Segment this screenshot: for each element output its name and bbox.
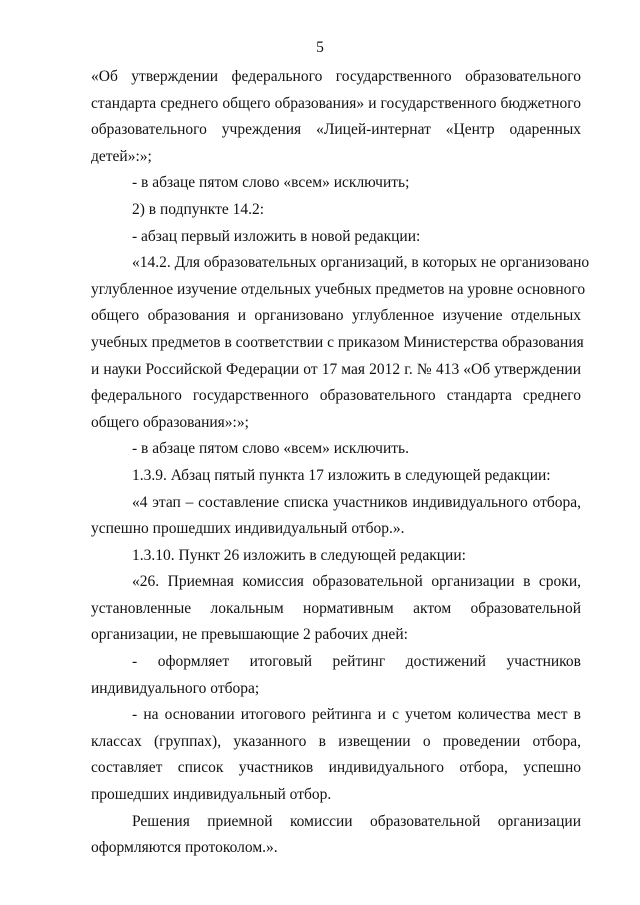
text-line: стандарта среднего общего образования» и государственного бюджетного [91, 94, 581, 112]
text-line: «14.2. Для образовательных организаций, в которых не организовано [132, 254, 590, 272]
document-body [91, 64, 590, 862]
paragraph [91, 463, 581, 490]
paragraph [91, 490, 581, 543]
text-line: «26. Приемная комиссия образовательной организации в сроки, [132, 573, 581, 591]
paragraph [91, 64, 581, 170]
text-line: «Об утверждении федерального государственного образовательного [91, 68, 581, 85]
text-line: 1.3.10. Пункт 26 изложить в следующей редакции: [132, 546, 466, 564]
text-line: и науки Российской Федерации от 17 мая 2012 г. № 413 «Об утверждении [91, 360, 581, 378]
text-line: - оформляет итоговый рейтинг достижений участников [132, 653, 581, 671]
text-line: оформляются протоколом.». [91, 839, 278, 857]
text-line: общего образования и организовано углубленное изучение отдельных [91, 307, 581, 325]
text-line: - на основании итогового рейтинга и с учетом количества мест в [132, 706, 581, 724]
text-line: установленные локальным нормативным актом образовательной [91, 599, 581, 617]
paragraph [91, 543, 581, 570]
text-line: - в абзаце пятом слово «всем» исключить. [132, 440, 409, 458]
text-line: 1.3.9. Абзац пятый пункта 17 изложить в следующей редакции: [132, 466, 551, 484]
paragraph [91, 809, 581, 862]
text-line: классах (группах), указанного в извещении о проведении отбора, [91, 732, 581, 750]
paragraph [91, 197, 581, 224]
text-line: составляет список участников индивидуального отбора, успешно [91, 759, 581, 777]
paragraph [91, 224, 581, 251]
text-line: федерального государственного образовательного стандарта среднего [91, 387, 581, 405]
text-line: 2) в подпункте 14.2: [132, 200, 265, 218]
text-line: успешно прошедших индивидуальный отбор.». [91, 520, 405, 538]
paragraph [91, 702, 581, 808]
text-line: детей»:»; [91, 147, 152, 165]
paragraph [91, 436, 581, 463]
text-line: углубленное изучение отдельных учебных предметов на уровне основного [91, 280, 586, 298]
page-number: 5 [316, 39, 324, 56]
text-line: «4 этап – составление списка участников индивидуального отбора, [132, 493, 581, 511]
text-line: учебных предметов в соответствии с приказом Министерства образования [91, 333, 584, 351]
text-line: - в абзаце пятом слово «всем» исключить; [132, 174, 410, 192]
text-line: образовательного учреждения «Лицей-интернат «Центр одаренных [91, 121, 581, 139]
text-line: - абзац первый изложить в новой редакции: [132, 227, 421, 245]
text-line: Решения приемной комиссии образовательной организации [132, 812, 581, 830]
paragraph [91, 250, 590, 436]
text-line: индивидуального отбора; [91, 679, 260, 697]
text-line: организации, не превышающие 2 рабочих дней: [91, 626, 408, 644]
paragraph [91, 569, 581, 649]
paragraph [91, 170, 581, 197]
text-line: общего образования»:»; [91, 413, 249, 431]
text-line: прошедших индивидуальный отбор. [91, 786, 332, 804]
paragraph [91, 649, 581, 702]
